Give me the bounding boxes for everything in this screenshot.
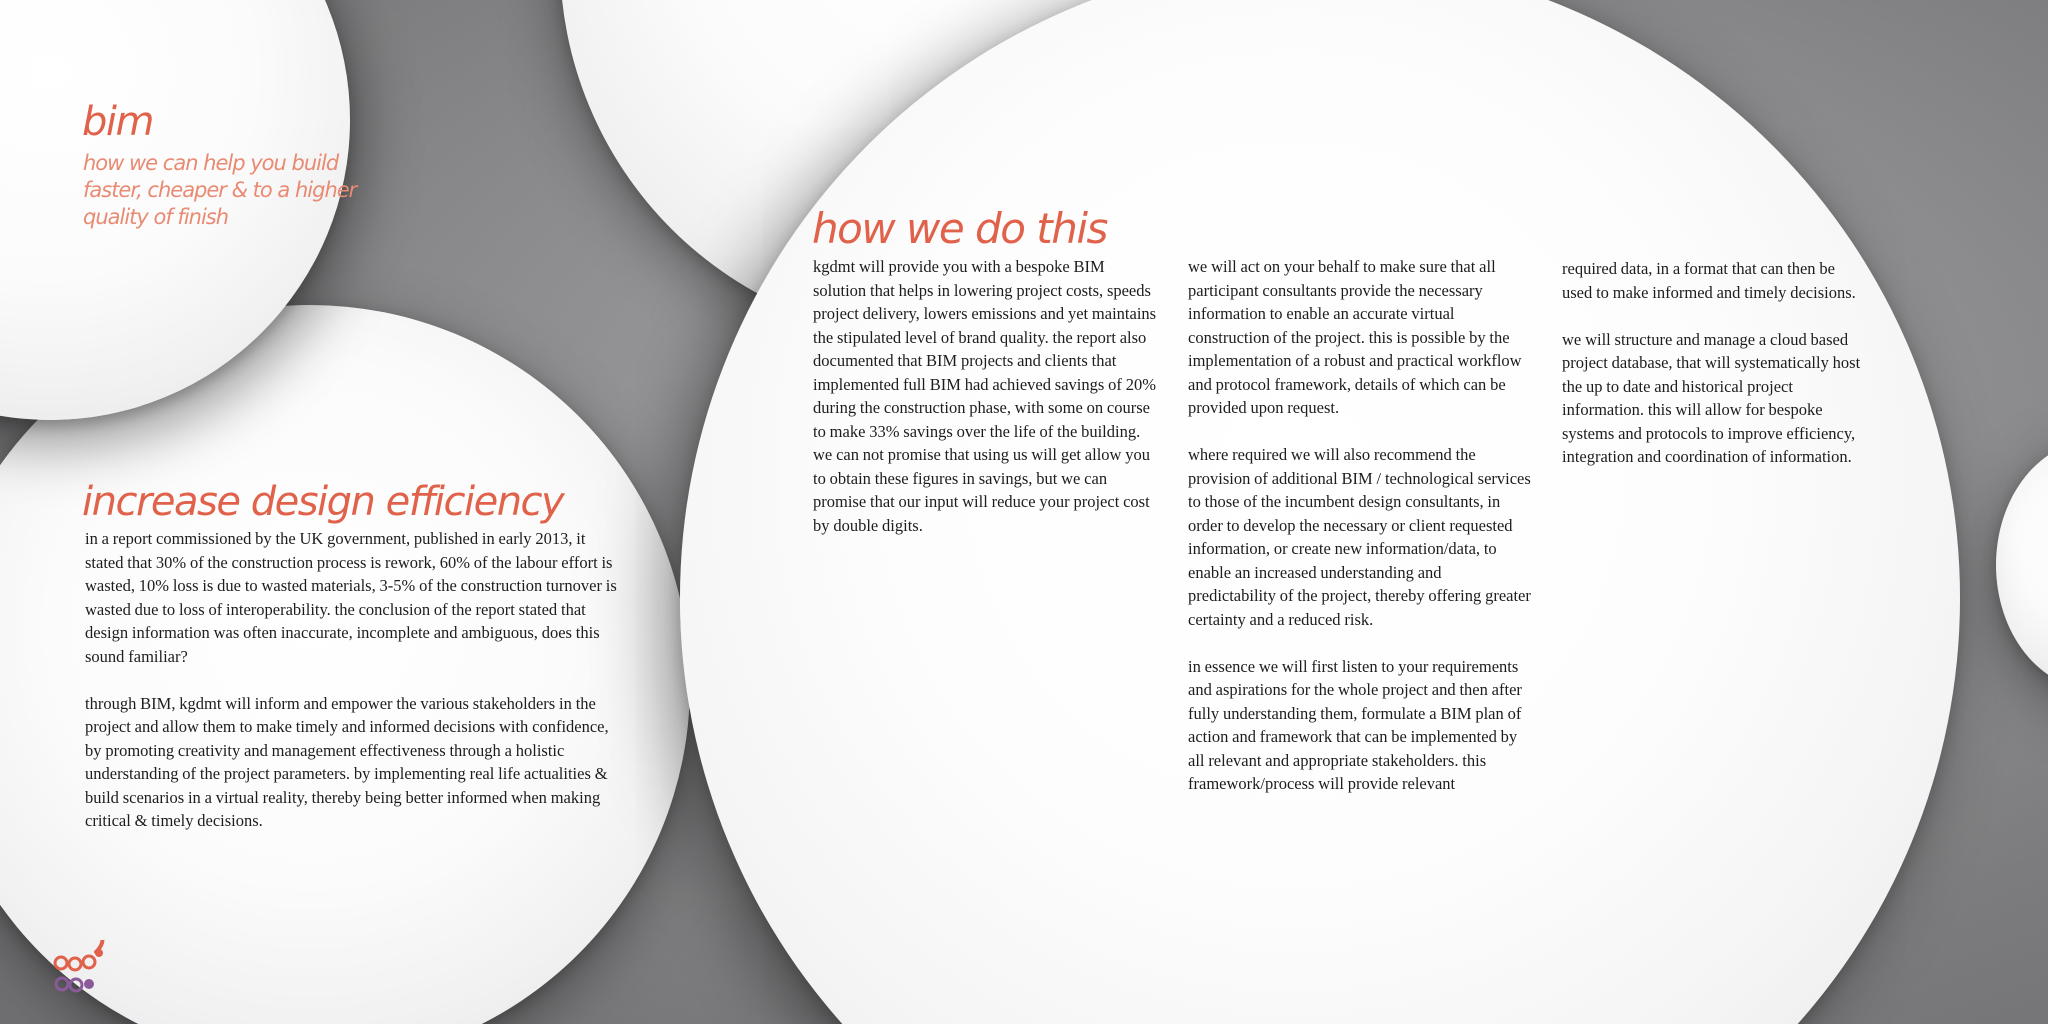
how-col2-paragraph-1: we will act on your behalf to make sure that all participant consultants provide the necessary information to enable an accurate virtual construction of the project. this is possible by the implementation of a robust and practical workflow and protocol framework, details of which can be provided upon request.	[1188, 257, 1522, 417]
kgdmt-logo-icon	[52, 940, 112, 1000]
how-col3-paragraph-1: required data, in a format that can then be used to make informed and timely decisions.	[1562, 259, 1856, 302]
how-col2-paragraph-3: in essence we will first listen to your requirements and aspirations for the whole project and then after fully understanding them, formulate a BIM plan of action and framework that can be implemented by all relevant and appropriate stakeholders. this framework/process will provide relevant	[1188, 656, 1522, 793]
how-col2-paragraph-2: where required we will also recommend the provision of additional BIM / technological services to those of the incumbent design consultants, in order to develop the necessary or client requested information, or create new information/data, to enable an increased understanding and predictability of the project, thereby offering greater certainty and a reduced risk.	[1188, 445, 1531, 629]
how-col1-paragraph-1: kgdmt will provide you with a bespoke BIM solution that helps in lowering project costs, speeds project delivery, lowers emissions and yet maintains the stipulated level of brand quality. the report also documented that BIM projects and clients that implemented full BIM had achieved savings of 20% during the construction phase, with some on course to make 33% savings over the life of the building. we can not promise that using us will get allow you to obtain these figures in savings, but we can promise that our input will reduce your project cost by double digits.	[813, 257, 1157, 535]
how-column-1	[813, 255, 1158, 561]
decorative-circle-right	[1996, 440, 2048, 690]
efficiency-text	[85, 527, 620, 856]
section-heading-how: how we do this	[812, 204, 1107, 253]
efficiency-paragraph-1: in a report commissioned by the UK government, published in early 2013, it stated that 30% of the construction process is rework, 60% of the labour effort is wasted, 10% loss is due to wasted materials, 3-5% of the construction turnover is wasted due to loss of interoperability. the conclusion of the report stated that design information was often inaccurate, incomplete and ambiguous, does this sound familiar?	[85, 529, 617, 666]
how-column-2	[1188, 255, 1533, 819]
page-title: bim	[82, 99, 153, 145]
how-col3-paragraph-2: we will structure and manage a cloud based project database, that will systematically host the up to date and historical project information. this will allow for bespoke systems and protocols to improve efficiency, integration and coordination of information.	[1562, 329, 1861, 466]
section-heading-efficiency: increase design efficiency	[82, 479, 564, 525]
efficiency-paragraph-2: through BIM, kgdmt will inform and empower the various stakeholders in the project and allow them to make timely and informed decisions with confidence, by promoting creativity and management effectiveness through a holistic understanding of the project parameters. by implementing real life actualities & build scenarios in a virtual reality, thereby being better informed when making critical & timely decisions.	[85, 693, 609, 830]
how-column-3	[1562, 257, 1862, 492]
page-subtitle: how we can help you build faster, cheaper & to a higher quality of finish	[83, 151, 357, 229]
